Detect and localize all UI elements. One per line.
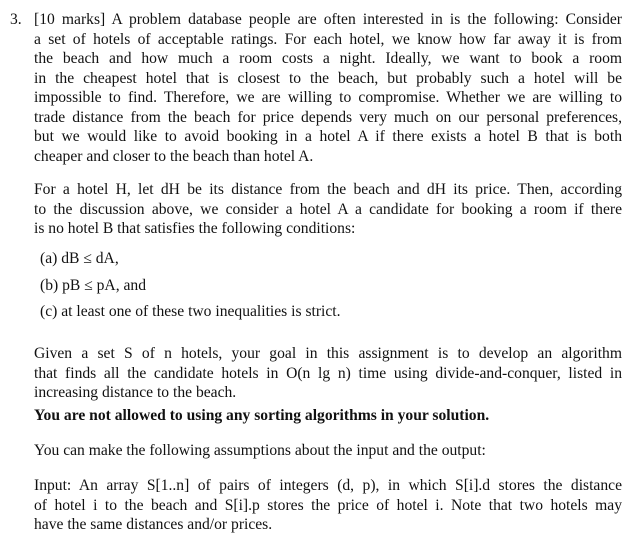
definition-line-3: is no hotel B that satisfies the following conditions: <box>34 220 356 237</box>
problem-number: 3. <box>10 11 22 28</box>
intro-line-4: in the cheapest hotel that is closest to the beach, but probably such a hotel will be <box>34 69 622 87</box>
intro-paragraph <box>34 10 622 166</box>
intro-line-5: impossible to find. Therefore, we are willing to compromise. Whether we are willing to <box>34 89 622 106</box>
intro-line-1: [10 marks] A problem database people are often interested in is the following: Consider <box>34 11 622 28</box>
intro-line-6: trade distance from the beach for price depends very much on our personal preferences, <box>34 108 622 126</box>
definition-paragraph <box>34 180 622 239</box>
input-line-3: have the same distances and/or prices. <box>34 516 273 533</box>
intro-line-2: a set of hotels of acceptable ratings. For each hotel, we know how far away it is from <box>34 30 622 48</box>
intro-line-7: but we would like to avoid booking in a hotel A if there exists a hotel B that is both <box>34 128 622 145</box>
definition-line-1: For a hotel H, let dH be its distance from the beach and dH its price. Then, according <box>34 181 622 198</box>
goal-line-1: Given a set S of n hotels, your goal in this assignment is to develop an algorithm <box>34 345 622 362</box>
goal-line-2: that finds all the candidate hotels in O(n lg n) time using divide-and-conquer, listed in <box>34 364 622 382</box>
goal-paragraph <box>34 344 622 403</box>
restriction-note: You are not allowed to using any sorting algorithms in your solution. <box>34 407 490 424</box>
condition-c: (c) at least one of these two inequalities is strict. <box>40 303 341 320</box>
condition-b: (b) pB ≤ pA, and <box>40 277 147 294</box>
assumptions-intro: You can make the following assumptions about the input and the output: <box>34 442 486 459</box>
goal-line-3: increasing distance to the beach. <box>34 384 237 401</box>
input-line-2: of hotel i to the beach and S[i].p stores the price of hotel i. Note that two hotels may <box>34 496 622 514</box>
input-paragraph <box>34 476 622 535</box>
intro-line-8: cheaper and closer to the beach than hotel A. <box>34 147 314 165</box>
intro-line-3: the beach and how much a room costs a night. Ideally, we want to book a room <box>34 50 622 67</box>
condition-a: (a) dB ≤ dA, <box>40 250 119 267</box>
input-line-1: Input: An array S[1..n] of pairs of integers (d, p), in which S[i].d stores the distance <box>34 477 622 494</box>
definition-line-2: to the discussion above, we consider a hotel A a candidate for booking a room if there <box>34 200 622 218</box>
